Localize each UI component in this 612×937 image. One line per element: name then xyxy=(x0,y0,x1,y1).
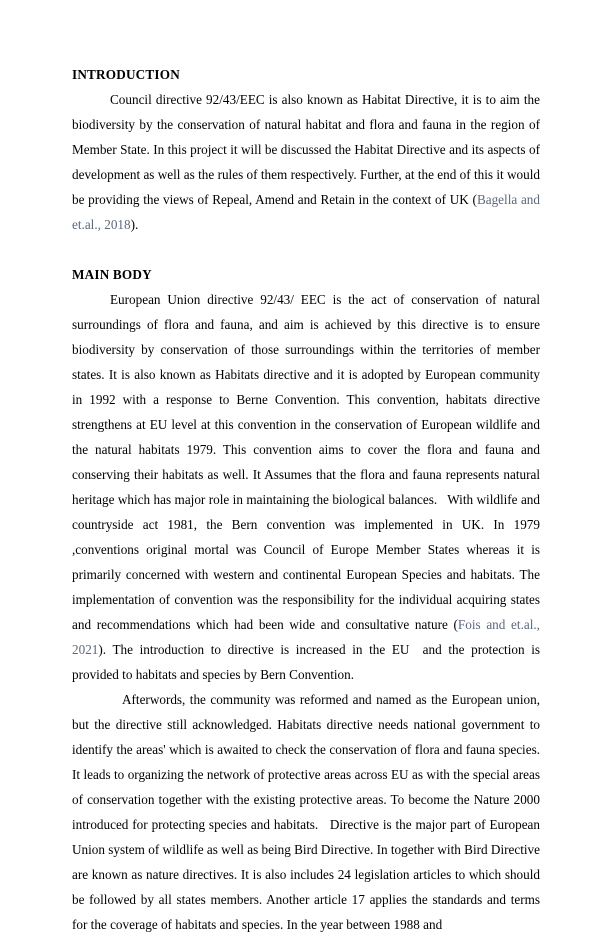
heading-introduction: INTRODUCTION xyxy=(72,67,180,82)
paragraph-main-body-1 xyxy=(72,287,544,687)
citation-bagella-2018: Bagella and et.al., 2018 xyxy=(72,192,544,232)
main-body-text-after-citation: ). The introduction to directive is increased in the EU and the protection is provided to habitats and species by Bern Convention. xyxy=(72,642,544,682)
main-body-text-before-citation: European Union directive 92/43/ EEC is the act of conservation of natural surroundings of flora and fauna, and aim is achieved by this directive is to ensure biodiversity by conservation of those surroundings within the territories of member states. It is also known as Habitats directive and it is adopted by European community in 1992 with a response to Berne Convention. This convention, habitats directive strengthens at EU level at this convention in the conservation of European wildlife and the natural habitats 1979. This convention aims to cover the flora and fauna and conserving their habitats as well. It Assumes that the flora and fauna represents natural heritage which has major role in maintaining the biological balances. With wildlife and countryside act 1981, the Bern convention was implemented in UK. In 1979 ,conventions original mortal was Council of Europe Member States whereas it is primarily concerned with western and continental European Species and habitats. The implementation of convention was the responsibility for the individual acquiring states and recommendations which had been wide and consultative nature ( xyxy=(72,292,544,632)
heading-main-body: MAIN BODY xyxy=(72,267,152,282)
paragraph-main-body-2: Afterwords, the community was reformed and named as the European union, but the directive still acknowledged. Habitats directive needs national government to identify the areas' which is awaited to check the conservation of flora and fauna species. It leads to organizing the network of protective areas across EU as with the special areas of conservation together with the existing protective areas. To become the Nature 2000 introduced for protecting species and habitats. Directive is the major part of European Union system of wildlife as well as being Bird Directive. In together with Bird Directive are known as nature directives. It is also includes 24 legislation articles to which should be followed by all states members. Another article 17 applies the standards and terms for the coverage of habitats and species. In the year between 1988 and xyxy=(72,692,544,932)
document-body xyxy=(72,62,544,937)
intro-text-before-citation: Council directive 92/43/EEC is also known as Habitat Directive, it is to aim the biodiversity by the conservation of natural habitat and flora and fauna in the region of Member State. In this project it will be discussed the Habitat Directive and its aspects of development as well as the rules of them respectively. Further, at the end of this it would be providing the views of Repeal, Amend and Retain in the context of UK ( xyxy=(72,92,544,207)
section-spacer xyxy=(72,237,540,262)
intro-text-after-citation: ). xyxy=(130,217,139,232)
citation-fois-2021: Fois and et.al., 2021 xyxy=(72,617,544,657)
paragraph-introduction xyxy=(72,87,544,237)
